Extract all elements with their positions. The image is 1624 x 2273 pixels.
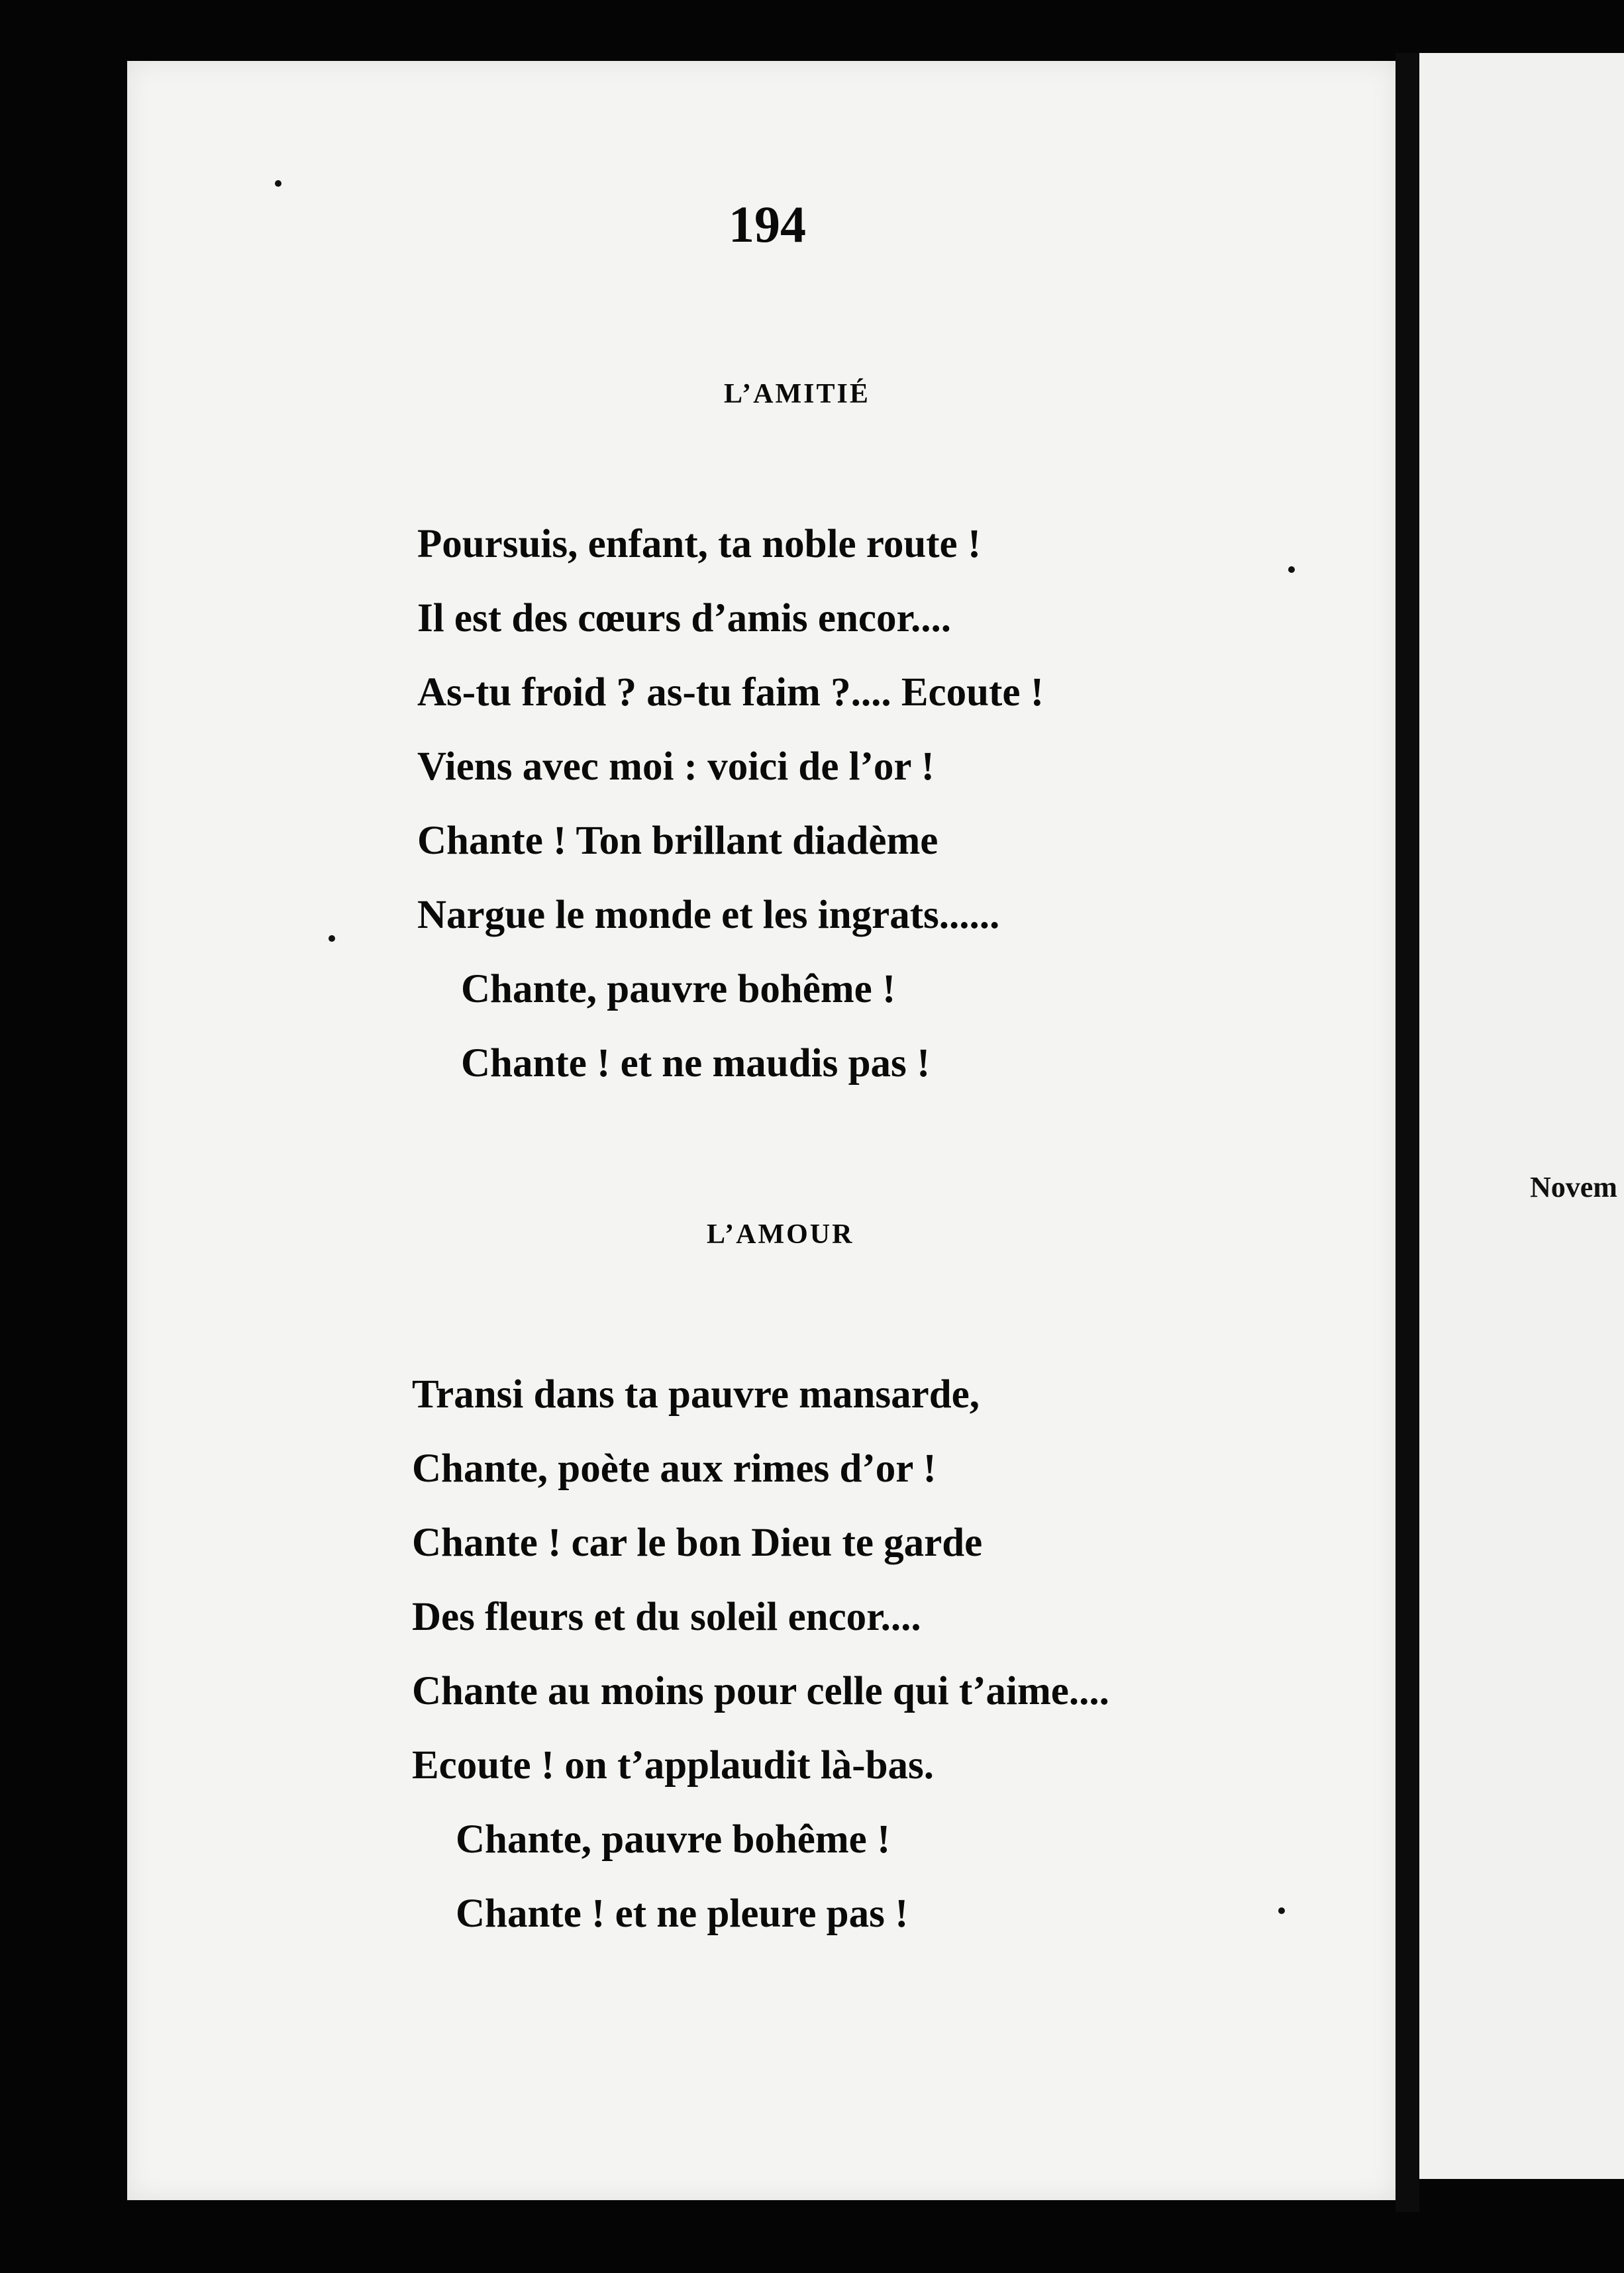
section-title-amitie: L’AMITIÉ: [724, 379, 870, 409]
refrain-line: Chante ! et ne pleure pas !: [456, 1892, 909, 1936]
verse-line: Poursuis, enfant, ta noble route !: [417, 522, 982, 566]
verse-line: Transi dans ta pauvre mansarde,: [412, 1372, 980, 1417]
adjacent-page-fragment: Novem: [1530, 1171, 1617, 1203]
paper-speck: [275, 180, 281, 187]
verse-line: Chante, poète aux rimes d’or !: [412, 1446, 937, 1491]
verse-line: Chante au moins pour celle qui t’aime....: [412, 1669, 1109, 1713]
verse-line: Il est des cœurs d’amis encor....: [417, 596, 951, 640]
stanza-amitie: [417, 507, 1044, 1101]
paper-speck: [1278, 1907, 1285, 1914]
paper-speck: [1288, 566, 1295, 573]
section-title-amour: L’AMOUR: [707, 1219, 854, 1250]
book-spine: [1396, 53, 1419, 2212]
page-number: 194: [729, 195, 806, 253]
verse-line: Des fleurs et du soleil encor....: [412, 1595, 921, 1639]
stanza-amour: [412, 1358, 1109, 1951]
verse-line: Nargue le monde et les ingrats......: [417, 893, 1000, 937]
verse-line: As-tu froid ? as-tu faim ?.... Ecoute !: [417, 670, 1044, 715]
book-page-right: [1419, 53, 1624, 2179]
verse-line: Chante ! car le bon Dieu te garde: [412, 1521, 983, 1565]
refrain-line: Chante ! et ne maudis pas !: [461, 1041, 931, 1086]
verse-line: Viens avec moi : voici de l’or !: [417, 744, 935, 789]
verse-line: Chante ! Ton brillant diadème: [417, 819, 939, 863]
refrain-line: Chante, pauvre bohême !: [461, 967, 896, 1011]
verse-line: Ecoute ! on t’applaudit là-bas.: [412, 1743, 935, 1788]
refrain-line: Chante, pauvre bohême !: [456, 1817, 891, 1862]
paper-speck: [329, 935, 335, 942]
